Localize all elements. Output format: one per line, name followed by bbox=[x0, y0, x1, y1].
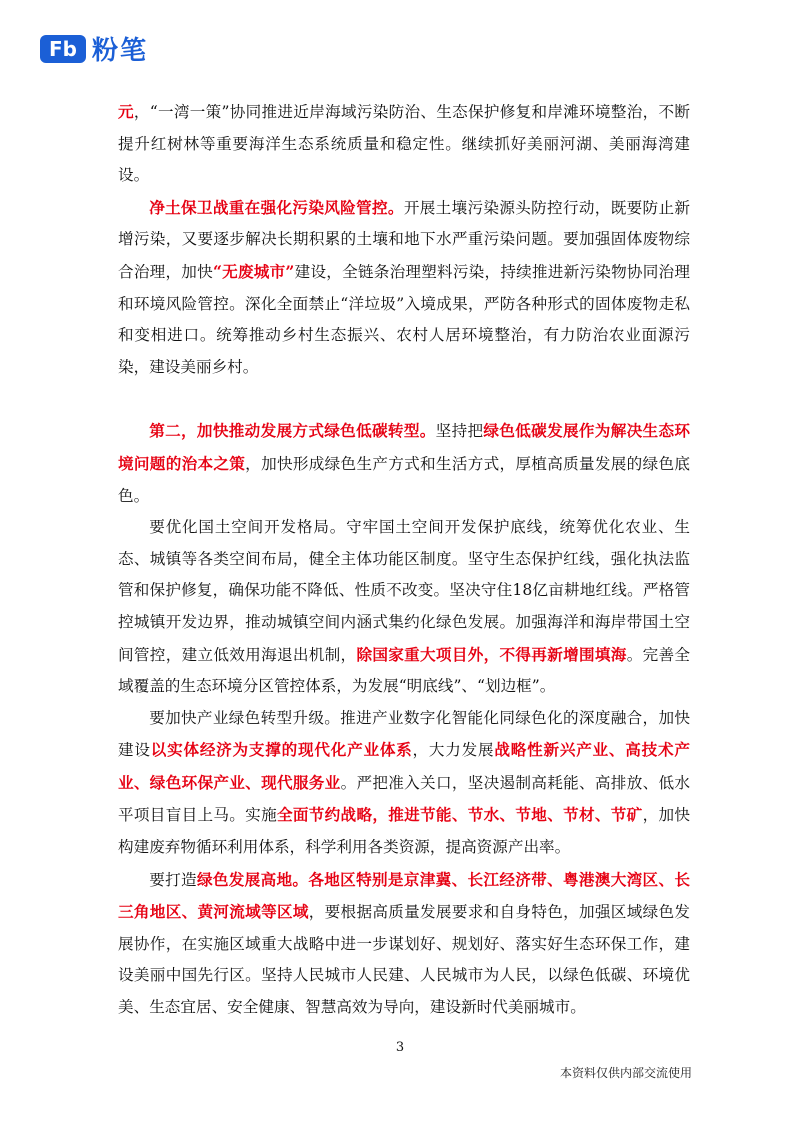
paragraph bbox=[118, 96, 690, 192]
logo-text: 粉笔 bbox=[92, 36, 149, 66]
paragraph bbox=[118, 703, 690, 864]
body-text: 开展土壤污染源头防控行动，既要防止新增污染，又要逐步解决长期积累的土壤和地下水严重污染问题。要加强固体废物综合治理，加快 bbox=[118, 198, 690, 281]
highlight-text: 战略性新兴产业、高技术产业、绿色环保产业、现代服务业 bbox=[118, 740, 690, 792]
page-number: 3 bbox=[395, 1040, 405, 1055]
body-text: ，要根据高质量发展要求和自身特色，加强区域绿色发展协作，在实施区域重大战略中进一步谋划好、规划好、落实好生态环保工作，建设美丽中国先行区。坚持人民城市人民建、人民城市为人民，以绿色低碳、环境优美、生态宜居、安全健康、智慧高效为导向，建设新时代美丽城市。 bbox=[118, 903, 690, 1017]
body-text: ，大力发展 bbox=[412, 741, 495, 760]
body-text: 要打造 bbox=[149, 870, 197, 889]
body-text: 要优化国土空间开发格局。守牢国土空间开发保护底线，统筹优化农业、生态、城镇等各类空间布局，健全主体功能区制度。坚守生态保护红线，强化执法监管和保护修复，确保功能不降低、性质不改变。坚决守住18亿亩耕地红线。严格管控城镇开发边界，推动城镇空间内涵式集约化绿色发展。加强海洋和海岸带国土空间管控，建立低效用海退出机制， bbox=[118, 518, 690, 664]
document-body bbox=[118, 96, 690, 1024]
paragraph bbox=[118, 864, 690, 1024]
body-text: ，加快构建废弃物循环利用体系，科学利用各类资源，提高资源产出率。 bbox=[118, 806, 690, 857]
body-text: 。完善全域覆盖的生态环境分区管控体系，为发展“明底线”、“划边框”。 bbox=[118, 645, 690, 696]
highlight-text: 以实体经济为支撑的现代化产业体系 bbox=[150, 740, 413, 760]
highlight-text: 元 bbox=[118, 102, 134, 121]
highlight-text: 除国家重大项目外，不得再新增围填海 bbox=[356, 644, 627, 664]
body-text: 要加快产业绿色转型升级。推进产业数字化智能化同绿色化的深度融合，加快建设 bbox=[118, 708, 690, 760]
highlight-text: 第二，加快推动发展方式绿色低碳转型。 bbox=[149, 421, 436, 441]
highlight-text: 绿色发展高地。各地区特别是京津冀、长江经济带、粤港澳大湾区、长三角地区、黄河流域等区域 bbox=[118, 869, 690, 922]
highlight-text: “无废城市” bbox=[212, 261, 295, 281]
footer-note: 本资料仅供内部交流使用 bbox=[559, 1066, 692, 1080]
body-text: 。严把准入关口，坚决遏制高耗能、高排放、低水平项目盲目上马。实施 bbox=[118, 773, 690, 825]
highlight-text: 绿色低碳发展作为解决生态环境问题的治本之策 bbox=[118, 421, 690, 473]
highlight-text: 净土保卫战重在强化污染风险管控。 bbox=[149, 197, 404, 217]
paragraph bbox=[118, 415, 690, 512]
highlight-text: 全面节约战略，推进节能、节水、节地、节材、节矿 bbox=[276, 805, 643, 825]
body-text: 坚持把 bbox=[435, 422, 484, 441]
body-text: ，“一湾一策”协同推进近岸海域污染防治、生态保护修复和岸滩环境整治，不断提升红树林等重要海洋生态系统质量和稳定性。继续抓好美丽河湖、美丽海湾建设。 bbox=[118, 103, 690, 185]
logo-mark-icon: Fb bbox=[40, 35, 86, 63]
paragraph bbox=[118, 512, 690, 703]
section-gap bbox=[118, 383, 690, 415]
brand-logo bbox=[40, 30, 148, 67]
body-text: 建设，全链条治理塑料污染，持续推进新污染物协同治理和环境风险管控。深化全面禁止“洋垃圾”入境成果，严防各种形式的固体废物走私和变相进口。统筹推动乡村生态振兴、农村人居环境整治，有力防治农业面源污染，建设美丽乡村。 bbox=[118, 262, 690, 376]
paragraph bbox=[118, 192, 690, 384]
body-text: ，加快形成绿色生产方式和生活方式，厚植高质量发展的绿色底色。 bbox=[118, 454, 690, 505]
